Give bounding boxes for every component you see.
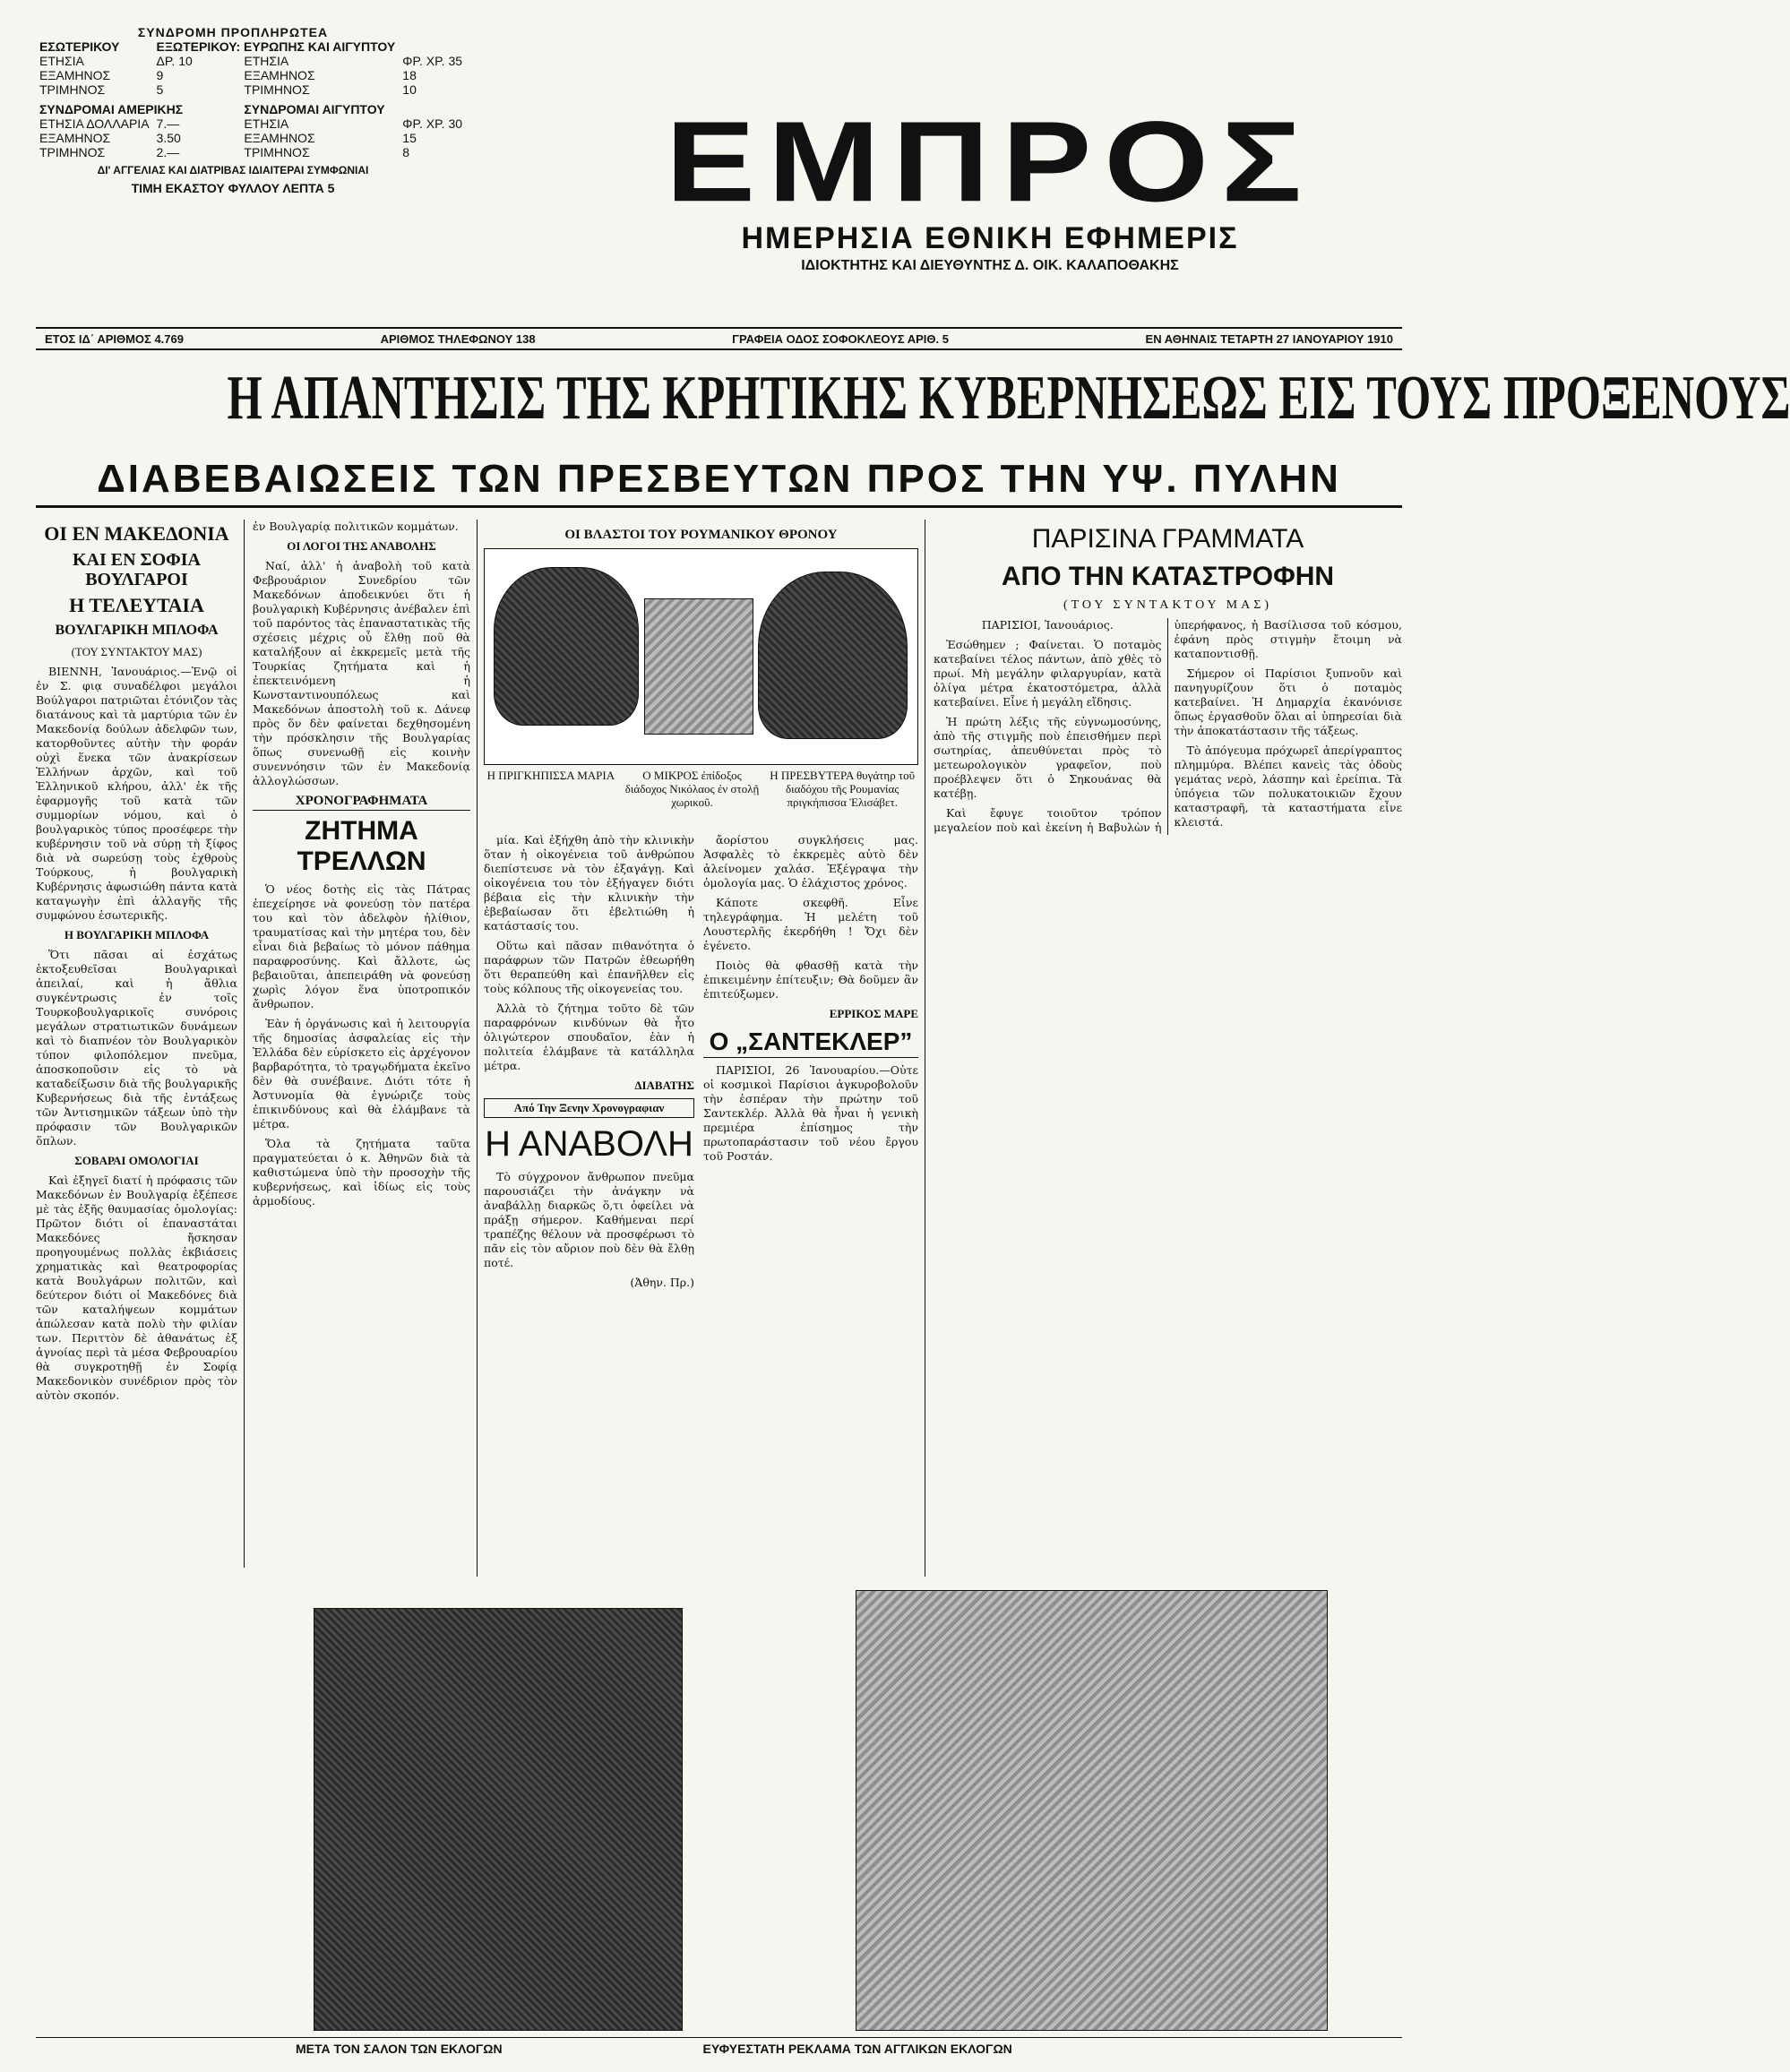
sub-headline: ΔΙΑΒΕΒΑΙΩΣΕΙΣ ΤΩΝ ΠΡΕΣΒΕΥΤΩΝ ΠΡΟΣ ΤΗΝ ΥΨ. ΠΥΛΗΝ <box>36 457 1402 508</box>
article-paragraph: Ἀλλὰ τὸ ζήτημα τοῦτο δὲ τῶν παραφρόνων κινδύνων θὰ ἦτο ὀλιγώτερον σπουδαῖον, ἐὰν ἡ πολιτεία ἐλάμβανε τὰ κατάλληλα μέτρα. <box>484 1002 694 1072</box>
price-note: ΤΙΜΗ ΕΚΑΣΤΟΥ ΦΥΛΛΟΥ ΛΕΠΤΑ 5 <box>131 181 335 195</box>
egypt-title: ΣΥΝΔΡΟΜΑΙ ΑΙΓΥΠΤΟΥ <box>244 102 385 116</box>
office-address: ΓΡΑΦΕΙΑ ΟΔΟΣ ΣΟΦΟΚΛΕΟΥΣ ΑΡΙΘ. 5 <box>732 331 949 346</box>
article-paragraph: ἄορίστου συγκλήσεις μας. Ἀσφαλὲς τὸ ἐκκρεμὲς αὐτὸ δὲν ἀλείνομεν χαλάσ. Ἐξέγραψα τὴν ὁμολογία μας. Ὁ ἐλάχιστος χρόνος. <box>703 833 918 890</box>
egypt-row-price: ΦΡ. ΧΡ. 30 <box>402 116 463 131</box>
column-chantecler <box>703 833 918 1568</box>
column-divider <box>244 520 245 1568</box>
article-title: ΒΟΥΛΓΑΡΙΚΗ ΜΠΛΟΦΑ <box>55 623 219 638</box>
article-paragraph: Ἐσώθημεν ; Φαίνεται. Ὁ ποταμὸς κατεβαίνει τέλος πάντων, ἀπὸ χθὲς τὸ πρωί. Μὴ μεγάλην φιλαργυρίαν, κατὰ ὀλίγα μέτρα ἐκατοστόμετρα, ἀλλὰ κατεβαίνει. Εἶνε ἡ μεγάλη εἴδησις. <box>934 638 1162 709</box>
caption-prince-nicholas: Ο ΜΙΚΡΟΣ ἐπίδοξος διάδοχος Νικόλαος ἐν στολῇ χωρικοῦ. <box>624 769 760 809</box>
column-paris-letters <box>934 520 1402 1568</box>
subscription-header: ΣΥΝΔΡΟΜΗ ΠΡΟΠΛΗΡΩΤΕΑ <box>137 25 329 39</box>
egypt-row-label: ΕΞΑΜΗΝΟΣ <box>244 131 315 145</box>
caption-left-photo: ΜΕΤΑ ΤΟΝ ΣΑΛΟΝ ΤΩΝ ΕΚΛΟΓΩΝ <box>296 2042 503 2056</box>
article-paragraph: ἐν Βουλγαρίᾳ πολιτικῶν κομμάτων. <box>253 520 459 533</box>
domestic-row-label: ΕΞΑΜΗΝΟΣ <box>39 68 111 82</box>
newspaper-owner: ΙΔΙΟΚΤΗΤΗΣ ΚΑΙ ΔΙΕΥΘΥΝΤΗΣ Δ. ΟΙΚ. ΚΑΛΑΠΟΘΑΚΗΣ <box>801 258 1179 273</box>
issue-number: ΕΤΟΣ ΙΔ΄ ΑΡΙΘΜΟΣ 4.769 <box>45 331 184 346</box>
article-paragraph: Ἐὰν ἡ ὀργάνωσις καὶ ἡ λειτουργία τῆς δημοσίας ἀσφαλείας εἰς τὴν Ἑλλάδα δὲν εὑρίσκετο εἰς ἀρχέγονον βαρβαρότητα, τὸ τραγῳδήματα ἐκεῖνο δὲν θὰ συνέβαινε. Διότι τότε ἡ Ἀστυνομία θὰ ἐγνώριζε τοὺς ἐπικινδύνους καὶ θὰ ἐλάμβανε τὰ μέτρα. <box>253 1017 470 1131</box>
domestic-row-label: ΤΡΙΜΗΝΟΣ <box>39 82 106 97</box>
article-title: ΟΙ ΕΝ ΜΑΚΕΔΟΝΙΑ <box>44 522 229 545</box>
prince-nicholas-photo <box>644 598 753 735</box>
america-title: ΣΥΝΔΡΟΜΑΙ ΑΜΕΡΙΚΗΣ <box>39 102 184 116</box>
america-row-label: ΤΡΙΜΗΝΟΣ <box>39 145 106 159</box>
section-heading: ΣΟΒΑΡΑΙ ΟΜΟΛΟΓΙΑΙ <box>74 1154 199 1167</box>
america-row-price: 7.— <box>156 116 180 131</box>
article-paragraph: Ὁ νέος δοτὴς εἰς τὰς Πάτρας ἐπεχείρησε νὰ φονεύσῃ τὸν πατέρα του καὶ τὸν ἀδελφὸν ἠλίθιον, τραυματίσας καὶ τὴν μητέρα του, δὲν εἶναι διὰ βεβαίως τὸ μόνον πάθημα παραφροσύνης. Καὶ ἄλλοτε, ὡς βεβαιοῦται, ἀπεπειράθη νὰ φονεύσῃ χωρὶς λόγον ἕνα ὑποτροπικόν ἄνθρωπον. <box>253 882 470 1010</box>
main-headline: Η ΑΠΑΝΤΗΣΙΣ ΤΗΣ ΚΡΗΤΙΚΗΣ ΚΥΒΕΡΝΗΣΕΩΣ ΕΙΣ ΤΟΥΣ ΠΡΟΞΕΝΟΥΣ <box>227 364 1790 433</box>
romanian-royals-feature <box>484 524 918 809</box>
princess-elisabeth-photo <box>758 572 908 739</box>
section-heading: ΟΙ ΛΟΓΟΙ ΤΗΣ ΑΝΑΒΟΛΗΣ <box>287 539 436 553</box>
article-paragraph: ΠΑΡΙΣΙΟΙ, 26 Ἰανουαρίου.—Οὐτε οἱ κοσμικοὶ Παρίσιοι ἀγκυροβολοῦν τὴν ἑσπέραν τὴν πρώτην τοῦ Σαντεκλέρ. Ἀλλὰ θὰ ἦναι ἡ γενικὴ πρεμιέρα ἐπίσημος τὴν πρωτοπαράστασιν τοῦ νέου ἔργου τοῦ Ροστάν. <box>703 1063 918 1163</box>
dateline: ΠΑΡΙΣΙΟΙ, Ἰανουάριος. <box>981 618 1114 632</box>
foreign-row-price: 18 <box>402 68 417 82</box>
article-paragraph: Τὸ σύγχρονον ἄνθρωπον πνεῦμα παρουσιάζει τὴν ἀνάγκην νὰ ἀναβάλλῃ διαρκῶς ὅ,τι ὀφείλει νὰ πράξῃ σήμερον. Καθήμεναι περί τραπέζης θέλουν νὰ προσφέρωσι τὸ πᾶν εἰς τὸν αὔριον ποὺ δὲν θὰ ἔλθῃ ποτέ. <box>484 1170 694 1269</box>
princess-maria-photo <box>494 567 639 726</box>
newspaper-title: ΕΜΠΡΟΣ <box>665 97 1315 226</box>
royals-photo-frame <box>484 548 918 765</box>
article-paragraph: ΒΙΕΝΝΗ, Ἰανουάριος.—Ἐνῷ οἱ ἐν Σ. φιᾳ συναδέλφοι μεγάλοι Βούλγαροι πατριῶται ἐτόνιζον τὰς διατάνους καὶ τὰ μαρτύρια τῶν ἐν Μακεδονίᾳ δούλων ἀδελφῶν των, κατορθοῦντες αὐτὴν τὴν φοράν οὐχὶ ἕνεκα τῶν ἀνακρίσεων Ἑλλήνων ἀρχῶν, καὶ τοῦ Ἑλληνικοῦ κλήρου, ἀλλ' ἐκ τῆς ἐφαρμογῆς τοῦ κατὰ τῶν συμμορίων νόμου, καὶ ὁ βουλγαρικὸς τύπος προσέφερε τὴν κυβέρνησιν τοῦ νὰ σύρῃ τὴ ξίφος διὰ νὰ σωρεύσῃ τοὺς ἐχθροὺς Τούρκους, ἡ βουλγαρικὴ Κυβέρνησις ἀφωσιώθη πάντα κατὰ καταγωγὴν ἐπὶ ἀλλαγῆς τῆς συμφώνου ἐσωτερικῆς. <box>36 665 237 922</box>
subscription-box <box>36 25 463 195</box>
column-title: Ο „ΣΑΝΤΕΚΛΕΡ” <box>703 1027 918 1058</box>
domestic-row-price: 5 <box>156 82 164 97</box>
article-paragraph: Καὶ ἐξηγεῖ διατί ἡ πρόφασις τῶν Μακεδόνων ἐν Βουλγαρίᾳ ἐξέπεσε μὲ τὰς ἑξῆς θαυμασίας ὁμολογίας: Πρῶτον διότι οἱ ἐπαναστάται Μακεδόνες ἤσκησαν προηγουμένως πολλὰς ἐκβιάσεις χρηματικὰς καὶ θεατροφορίας κατὰ Βουλγάρων πολιτῶν, καὶ δεύτερον διότι οἱ Μακεδόνες διὰ τῶν καταλήψεων κομμάτων ἀπώλεσαν κατὰ πολὺ τὴν φιλίαν των. Περιττὸν δὲ ἀθανάτως ἐξ ἀγνοίας περὶ τὰ μέσα Φεβρουαρίου θὰ συγκροτηθῇ ἐν Σοφίᾳ Μακεδονικὸν συνέδριον πρὸς τὸν αὐτὸν σκοπόν. <box>36 1174 237 1402</box>
column-title: ΖΗΤΗΜΑ ΤΡΕΛΛΩΝ <box>297 816 426 876</box>
caption-princess-elisabeth: Η ΠΡΕΣΒΥΤΕΡΑ θυγάτηρ τοῦ διαδόχου τῆς Ρουμανίας πριγκήπισσα Ἐλισάβετ. <box>770 769 916 809</box>
article-title: Η ΤΕΛΕΥΤΑΙΑ <box>69 594 204 616</box>
section-box: Από Την Ξενην Χρονογραφιαν <box>484 1098 694 1118</box>
signature: ΕΡΡΙΚΟΣ ΜΑΡΕ <box>829 1007 918 1020</box>
election-crowd-photo <box>314 1608 683 2031</box>
article-title: ΚΑΙ ΕΝ ΣΟΦΙΑ ΒΟΥΛΓΑΡΟΙ <box>72 550 201 589</box>
section-heading: Η ΒΟΥΛΓΑΡΙΚΗ ΜΠΛΟΦΑ <box>64 928 210 941</box>
foreign-title: ΕΞΩΤΕΡΙΚΟΥ: ΕΥΡΩΠΗΣ ΚΑΙ ΑΙΓΥΠΤΟΥ <box>156 39 396 54</box>
subscription-table <box>36 39 466 159</box>
article-paragraph: Οὕτω καὶ πᾶσαν πιθανότητα ὁ παράφρων τῶν Πατρῶν ἐθεωρήθη ὅτι θεραπεύθη καὶ ἐπανῆλθεν εἰς τοὺς κόλπους τῆς οἰκογενείας του. <box>484 939 694 995</box>
article-paragraph: Καὶ ἔφυγε τοιοῦτον τρόπον μεγαλείον ποὺ καὶ ἐκείνη ἡ Βαβυλὼν ἡ ὑπερήφανος, ἡ Βασίλισσα τοῦ κόσμου, ἐφάνη πρὸς στιγμὴν ἔτοιμη νὰ καταποντισθῇ. <box>934 618 1402 834</box>
caption-princess-maria: Η ΠΡΙΓΚΗΠΙΣΣΑ ΜΑΡΙΑ <box>486 769 615 782</box>
issue-date: ΕΝ ΑΘΗΝΑΙΣ ΤΕΤΑΡΤΗ 27 ΙΑΝΟΥΑΡΙΟΥ 1910 <box>1145 331 1393 346</box>
america-row-label: ΕΤΗΣΙΑ ΔΟΛΛΑΡΙΑ <box>39 116 150 131</box>
article-paragraph: Ναί, ἀλλ' ἡ ἀναβολὴ τοῦ κατὰ Φεβρουάριον Συνεδρίου τῶν Μακεδόνων ἀποδεικνύει ὅτι ἡ βουλγαρικὴ Κυβέρνησις ἀνέβαλεν ἐπὶ τοῦ παρόντος τὰς ἐπαναστατικὰς τῆς σχέσεις μέχρις οὗ ἔλθῃ ποῦ θὰ καταλήξουν αἱ ἐκκρεμεῖς μετὰ τῆς Τουρκίας ζητήματα καὶ ἡ ἐπεκτεινόμενη ἡ Κωνσταντινουπόλεως καὶ Μακεδόνων ἀποστολὴ τοῦ κ. Δάνεφ πρὸς ὅν δὲν φαίνεται δεχθησομένη τὴν πρόσκλησιν τῆς Βουλγαρίας ὅπως συνενωθῇ εἰς κοινὴν συνεννόησιν τῶν ἐν Μακεδονίᾳ ἀλλογλώσσων. <box>253 559 470 787</box>
masthead <box>645 94 1335 274</box>
america-row-price: 2.— <box>156 145 180 159</box>
column-macedonia <box>36 520 237 2033</box>
article-paragraph: μία. Καὶ ἐξήχθη ἀπὸ τὴν κλινικὴν ὅταν ἡ οἰκογένεια τοῦ ἀνθρώπου διεπίστευσε νὰ τὸν ἐξαγάγῃ. Καὶ οἰκογένεια του τὸν ἐξήγαγεν διότι βέβαια εἰς τὴν κλινικὴν τὴν ἐβεβαίωσαν ὅτι ἐβελτιώθη ἡ κατάστασίς του. <box>484 833 694 933</box>
article-paragraph: Τὸ ἀπόγευμα πρόχωρεῖ ἀπερίγραπτος πλημμύρα. Βλέπει κανεὶς τὰς ὁδοὺς γεμάτας νερὸ, λάσπην καὶ ἐρείπια. Τὰ ὑπόγεια τῶν πολυκατοικιῶν ἔχουν καταστραφῆ, τὰ καταστήματα εἶνε κλειστά. <box>1174 744 1402 829</box>
article-paragraph: Ἡ πρώτη λέξις τῆς εὐγνωμοσύνης, ἀπὸ τῆς στιγμῆς ποὺ ἐπεισθήμεν περὶ σωτηρίας, ἀπευθύνεται πρὸς τὸ μετεωρολογικὸν γραφεῖον, ποὺ προέβλεψεν ὅτι ὁ Σηκουάνας θὰ κατέβῃ. <box>934 715 1162 800</box>
article-paragraph: Ὅλα τὰ ζητήματα ταῦτα πραγματεύεται ὁ κ. Ἀθηνῶν διὰ τὰ καθιστώμενα ὑπὸ τὴν προσοχὴν τῆς κυβερνήσεως, καὶ ἰδίως εἰς τοὺς ἀρμοδίους. <box>253 1137 470 1208</box>
article-paragraph: Ὅτι πᾶσαι αἱ ἐσχάτως ἐκτοξευθεῖσαι Βουλγαρικαὶ ἀπειλαί, καὶ ἡ ἄθλια συγκέντρωσις ἐν τοῖς Τουρκοβουλγαρικοῖς συνόροις μεγάλων στρατιωτικῶν δυνάμεων καὶ τὸ διαπνέον τὸν Βουλγαρικὸν τύπον φιλοπόλεμον πνεῦμα, ἀποσκοποῦσιν εἰς τὸ νὰ καταδείξωσιν διὰ τῆς βουλγαρικῆς Κυβερνήσεως διὰ τῆς ἐντάξεως τῶν Ἀντισημικῶν τάξεων ὑπὸ τὴν πρόφασιν τῶν Βουλγαρικῶν ὅπλων. <box>36 948 237 1148</box>
article-paragraph: Ποιὸς θὰ φθασθῇ κατὰ τὴν ἐπικειμένην ἐπίτευξιν; Θὰ δοῦμεν ἂν ἐπιτεύξωμεν. <box>703 959 918 1001</box>
newspaper-subtitle: ΗΜΕΡΗΣΙΑ ΕΘΝΙΚΗ ΕΦΗΜΕΡΙΣ <box>741 221 1239 255</box>
america-row-price: 3.50 <box>156 131 181 145</box>
photo-title: ΟΙ ΒΛΑΣΤΟΙ ΤΟΥ ΡΟΥΜΑΝΙΚΟΥ ΘΡΟΝΟΥ <box>564 528 838 542</box>
egypt-row-label: ΤΡΙΜΗΝΟΣ <box>244 145 310 159</box>
byline: (ΤΟΥ ΣΥΝΤΑΚΤΟΥ ΜΑΣ) <box>71 645 202 658</box>
foreign-row-label: ΕΞΑΜΗΝΟΣ <box>244 68 315 82</box>
caption-right-photo: ΕΥΦΥΕΣΤΑΤΗ ΡΕΚΛΑΜΑ ΤΩΝ ΑΓΓΛΙΚΩΝ ΕΚΛΟΓΩΝ <box>702 2042 1012 2056</box>
egypt-row-price: 8 <box>402 145 410 159</box>
article-paragraph: Σήμερον οἱ Παρίσιοι ξυπνοῦν καὶ πανηγυρίζουν ὅτι ὁ ποταμὸς κατεβαίνει. Ἡ Δημαρχία ἐκανόνισε ὅπως ἐργασθοῦν ὅλαι αἱ ὑπηρεσίαι διὰ τὴν ἀποκατάστασιν τῆς τάξεως. <box>1174 666 1402 737</box>
foreign-row-label: ΤΡΙΜΗΝΟΣ <box>244 82 310 97</box>
info-strip <box>36 327 1402 350</box>
foreign-row-label: ΕΤΗΣΙΑ <box>244 54 289 68</box>
domestic-title: ΕΣΩΤΕΡΙΚΟΥ <box>39 39 120 54</box>
foreign-row-price: 10 <box>402 82 417 97</box>
section-box: ΧΡΟΝΟΓΡΑΦΗΜΑΤΑ <box>253 794 470 811</box>
domestic-row-label: ΕΤΗΣΙΑ <box>39 54 84 68</box>
ads-note: ΔΙ' ΑΓΓΕΛΙΑΣ ΚΑΙ ΔΙΑΤΡΙΒΑΣ ΙΔΙΑΙΤΕΡΑΙ ΣΥΜΦΩΝΙΑΙ <box>97 164 369 176</box>
article-paragraph: Κάποτε σκεφθῆ. Εἶνε τηλεγράφημα. Ἡ μελέτη τοῦ Λουστερλῆς ἐκερδήθη ! Ὄχι δὲν ἐγένετο. <box>703 896 918 952</box>
phone-number: ΑΡΙΘΜΟΣ ΤΗΛΕΦΩΝΟΥ 138 <box>380 331 536 346</box>
article-subtitle: ΑΠΟ ΤΗΝ ΚΑΤΑΣΤΡΟΦΗΝ <box>1001 562 1335 591</box>
article-title: ΠΑΡΙΣΙΝΑ ΓΡΑΜΜΑΤΑ <box>1031 524 1304 554</box>
column-title: Η ΑΝΑΒΟΛΗ <box>485 1124 693 1164</box>
domestic-row-price: ΔΡ. 10 <box>156 54 193 68</box>
election-advert-photo <box>856 1590 1328 2031</box>
photo-captions <box>36 2037 1402 2056</box>
byline: (ΤΟΥ ΣΥΝΤΑΚΤΟΥ ΜΑΣ) <box>1063 598 1273 612</box>
foreign-row-price: ΦΡ. ΧΡ. 35 <box>402 54 463 68</box>
column-divider <box>477 520 478 1577</box>
column-madmen-cont <box>484 833 694 1568</box>
america-row-label: ΕΞΑΜΗΝΟΣ <box>39 131 111 145</box>
column-chronicles <box>253 520 470 1568</box>
egypt-row-label: ΕΤΗΣΙΑ <box>244 116 289 131</box>
egypt-row-price: 15 <box>402 131 417 145</box>
signature: ΔΙΑΒΑΤΗΣ <box>634 1079 694 1092</box>
signature: (Ἀθην. Πρ.) <box>630 1276 694 1289</box>
domestic-row-price: 9 <box>156 68 164 82</box>
